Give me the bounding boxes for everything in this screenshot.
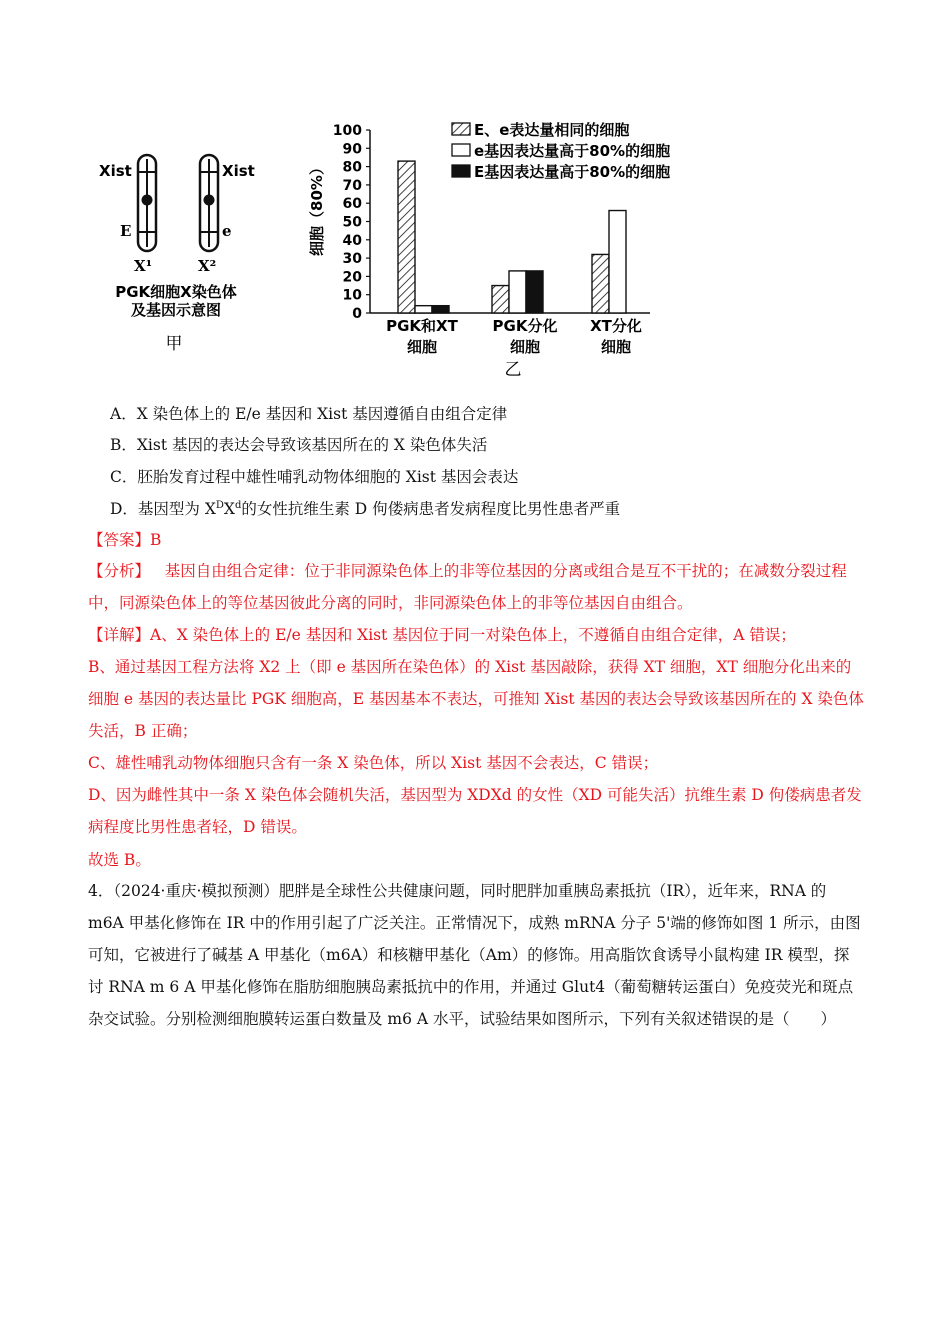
y-tick-label: 50 — [342, 214, 362, 231]
label-xist-left: Xist — [99, 162, 132, 180]
category-label: XT分化 — [590, 317, 642, 335]
detail-c: C、雄性哺乳动物体细胞只含有一条 X 染色体，所以 Xist 基因不会表达，C 错误； — [88, 754, 659, 772]
bar — [509, 271, 526, 313]
figure-label-yi: 乙 — [504, 360, 522, 380]
option-d-pre: D．基因型为 X — [110, 500, 216, 518]
label-x1: X¹ — [134, 257, 153, 275]
chromosome-x2 — [200, 155, 218, 251]
question-4: 4．（2024·重庆·模拟预测）肥胖是全球性公共健康问题，同时肥胖加重胰岛素抵抗（IR），近年来，RNA 的 m6A 甲基化修饰在 IR 中的作用引起了广泛关注。正常情况下，成熟 mRNA 分子 5'端的修饰如图 1 所示，由图可知，它被进行了碱基 A 甲基化（m6A）和核糖甲基化（Am）的修饰。用高脂饮食诱导小鼠构建 IR 模型，探讨 RNA m 6 A 甲基化修饰在脂肪细胞胰岛素抵抗中的作用，并通过 Glut4（葡萄糖转运蛋白）免疫荧光和斑点杂交试验。分别检测细胞膜转运蛋白数量及 m6 A 水平，试验结果如图所示，下列有关叙述错误的是（ ） — [88, 882, 861, 1028]
analysis-tag: 【分析】 — [88, 562, 151, 580]
option-d-mid: X — [223, 500, 235, 518]
label-xist-right: Xist — [222, 162, 255, 180]
legend-swatch — [452, 123, 470, 135]
y-tick-label: 100 — [332, 123, 362, 139]
y-tick-label: 80 — [342, 159, 362, 176]
y-tick-label: 30 — [342, 251, 362, 268]
bar — [492, 286, 509, 313]
detail-d: D、因为雌性其中一条 X 染色体会随机失活，基因型为 XDXd 的女性（XD 可能失活）抗维生素 D 佝偻病患者发病程度比男性患者轻，D 错误。 — [88, 786, 862, 836]
caption-jia-line2: 及基因示意图 — [130, 301, 222, 319]
legend-label: E、e表达量相同的细胞 — [474, 121, 630, 139]
category-label: PGK分化 — [492, 317, 558, 335]
legend-swatch — [452, 165, 470, 177]
legend-label: E基因表达量高于80%的细胞 — [474, 163, 671, 181]
category-label: 细胞 — [509, 338, 541, 356]
category-label: 细胞 — [600, 338, 632, 356]
y-tick-label: 20 — [342, 269, 362, 286]
option-d-post: 的女性抗维生素 D 佝偻病患者发病程度比男性患者严重 — [241, 500, 621, 518]
answer: 【答案】B — [88, 531, 162, 549]
option-b: B．Xist 基因的表达会导致该基因所在的 X 染色体失活 — [110, 436, 488, 454]
detail-b: B、通过基因工程方法将 X2 上（即 e 基因所在染色体）的 Xist 基因敲除，获得 XT 细胞，XT 细胞分化出来的细胞 e 基因的表达量比 PGK 细胞高，E 基因基本不表达，可推知 Xist 基因的表达会导致该基因所在的 X 染色体失活，B 正确； — [88, 658, 864, 740]
bar — [526, 271, 543, 313]
y-tick-label: 40 — [342, 232, 362, 249]
conclusion: 故选 B。 — [88, 851, 151, 869]
chart-ylabel: 细胞（80%） — [308, 160, 326, 256]
option-c: C．胚胎发育过程中雄性哺乳动物体细胞的 Xist 基因会表达 — [110, 468, 519, 486]
chromosome-x1 — [138, 155, 156, 251]
y-tick-label: 10 — [342, 287, 362, 304]
label-gene-e-lower: e — [222, 222, 232, 240]
option-d — [110, 499, 620, 519]
bar — [432, 306, 449, 313]
detail-a: A、X 染色体上的 E/e 基因和 Xist 基因位于同一对染色体上，不遵循自由组合定律，A 错误； — [150, 626, 796, 644]
label-x2: X² — [198, 257, 217, 275]
option-a: A．X 染色体上的 E/e 基因和 Xist 基因遵循自由组合定律 — [110, 405, 508, 423]
category-label: PGK和XT — [386, 317, 458, 335]
bar — [592, 254, 609, 313]
bar-chart-yi — [333, 121, 670, 356]
analysis — [88, 555, 864, 619]
detail-tag: 【详解】 — [88, 626, 151, 644]
analysis-text: 基因自由组合定律：位于非同源染色体上的非等位基因的分离或组合是互不干扰的；在减数分裂过程中，同源染色体上的等位基因彼此分离的同时，非同源染色体上的非等位基因自由组合。 — [88, 562, 847, 612]
option-d-sup2: d — [234, 500, 242, 511]
legend-label: e基因表达量高于80%的细胞 — [474, 142, 671, 160]
y-tick-label: 70 — [342, 177, 362, 194]
figure-label-jia: 甲 — [165, 334, 183, 354]
y-tick-label: 90 — [342, 141, 362, 158]
figure-jia — [0, 0, 950, 400]
bar — [609, 211, 626, 313]
caption-jia-line1: PGK细胞X染色体 — [115, 283, 237, 301]
bar — [398, 161, 415, 313]
bar — [415, 306, 432, 313]
category-label: 细胞 — [406, 338, 438, 356]
label-gene-e-upper: E — [120, 222, 132, 240]
y-tick-label: 0 — [352, 306, 362, 322]
option-d-sup1: D — [215, 500, 224, 511]
legend-swatch — [452, 144, 470, 156]
detail — [88, 619, 864, 651]
y-tick-label: 60 — [342, 196, 362, 213]
